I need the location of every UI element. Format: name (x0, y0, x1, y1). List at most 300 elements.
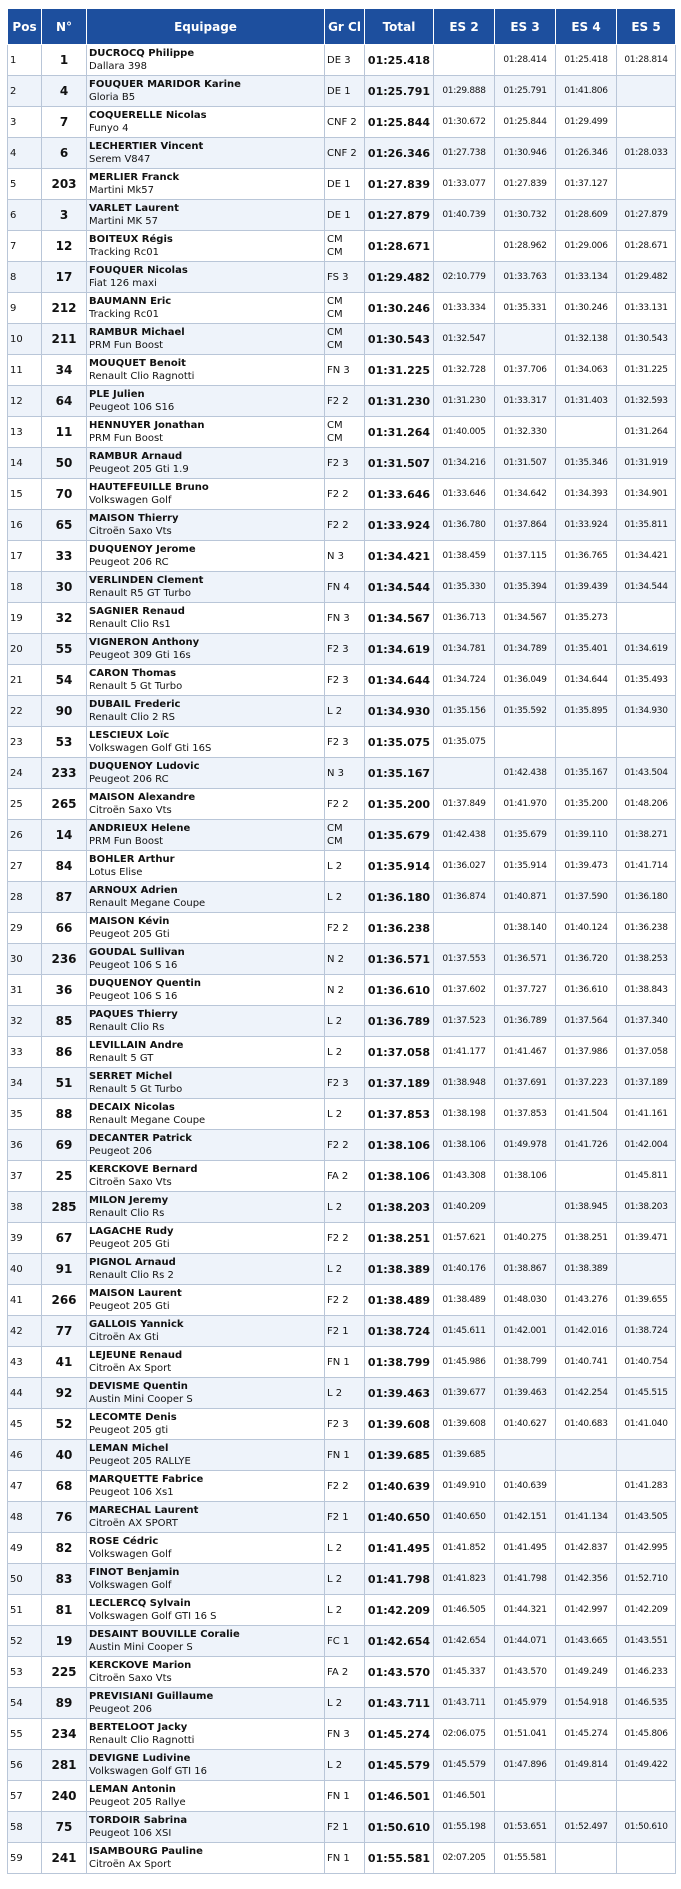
cell-total: 01:45.579 (365, 1750, 434, 1781)
cell-total: 01:33.924 (365, 510, 434, 541)
cell-total: 01:42.209 (365, 1595, 434, 1626)
cell-es3: 01:49.978 (495, 1130, 556, 1161)
cell-es5: 01:28.033 (617, 138, 676, 169)
cell-es4: 01:40.683 (556, 1409, 617, 1440)
cell-total: 01:28.671 (365, 231, 434, 262)
cell-position: 46 (8, 1440, 42, 1471)
cell-group-class (325, 1595, 365, 1626)
cell-equipage (87, 1471, 325, 1502)
cell-es4: 01:38.251 (556, 1223, 617, 1254)
cell-position: 7 (8, 231, 42, 262)
group-class-label: FA 2 (327, 1666, 349, 1678)
cell-es5: 01:50.610 (617, 1812, 676, 1843)
cell-es4: 01:42.254 (556, 1378, 617, 1409)
cell-es5: 01:41.283 (617, 1471, 676, 1502)
cell-es2: 01:41.852 (434, 1533, 495, 1564)
cell-position: 6 (8, 200, 42, 231)
cell-total: 01:36.789 (365, 1006, 434, 1037)
table-row (8, 975, 676, 1006)
group-class-label: L 2 (327, 1542, 343, 1554)
group-class-label: N 3 (327, 767, 345, 779)
car-model: Peugeot 309 Gti 16s (89, 650, 191, 661)
driver-name: DUBAIL Frederic (89, 699, 181, 710)
driver-name: LESCIEUX Loïc (89, 730, 170, 741)
header-num: N° (42, 9, 87, 45)
driver-name: MAISON Laurent (89, 1288, 182, 1299)
cell-number: 33 (42, 541, 87, 572)
cell-es3: 01:35.394 (495, 572, 556, 603)
group-class-label: DE 1 (327, 209, 351, 221)
cell-es3: 01:33.317 (495, 386, 556, 417)
cell-es2 (434, 45, 495, 76)
cell-position: 11 (8, 355, 42, 386)
car-model: Gloria B5 (89, 92, 136, 103)
driver-name: COQUERELLE Nicolas (89, 110, 207, 121)
cell-position: 14 (8, 448, 42, 479)
cell-group-class (325, 1254, 365, 1285)
cell-position: 32 (8, 1006, 42, 1037)
header-es4: ES 4 (556, 9, 617, 45)
driver-name: KERCKOVE Marion (89, 1660, 192, 1671)
cell-position: 39 (8, 1223, 42, 1254)
cell-equipage (87, 603, 325, 634)
cell-position: 29 (8, 913, 42, 944)
group-class-label: F2 3 (327, 643, 349, 655)
cell-group-class (325, 510, 365, 541)
cell-es2: 01:36.713 (434, 603, 495, 634)
driver-name: SERRET Michel (89, 1071, 173, 1082)
car-model: Citroën AX SPORT (89, 1518, 178, 1529)
cell-es5 (617, 76, 676, 107)
cell-es4: 01:42.016 (556, 1316, 617, 1347)
cell-es3: 01:45.979 (495, 1688, 556, 1719)
cell-es2: 01:38.948 (434, 1068, 495, 1099)
cell-number: 212 (42, 293, 87, 324)
cell-group-class (325, 572, 365, 603)
cell-group-class (325, 913, 365, 944)
cell-es4: 01:29.006 (556, 231, 617, 262)
table-row (8, 1564, 676, 1595)
driver-name: MAISON Kévin (89, 916, 170, 927)
cell-group-class (325, 1068, 365, 1099)
table-row (8, 1409, 676, 1440)
cell-es2: 01:36.780 (434, 510, 495, 541)
cell-es2: 01:35.156 (434, 696, 495, 727)
table-row (8, 1223, 676, 1254)
cell-number: 90 (42, 696, 87, 727)
cell-es5: 01:27.879 (617, 200, 676, 231)
cell-equipage (87, 1285, 325, 1316)
cell-position: 12 (8, 386, 42, 417)
cell-es3: 01:40.275 (495, 1223, 556, 1254)
results-table (7, 8, 676, 1874)
cell-equipage (87, 696, 325, 727)
driver-name: MAISON Alexandre (89, 792, 196, 803)
cell-es5: 01:36.180 (617, 882, 676, 913)
cell-equipage (87, 448, 325, 479)
cell-total: 01:37.058 (365, 1037, 434, 1068)
car-model: Volkswagen Golf GTI 16 S (89, 1611, 217, 1622)
cell-es4: 01:42.997 (556, 1595, 617, 1626)
driver-name: DUQUENOY Jerome (89, 544, 196, 555)
table-row (8, 1471, 676, 1502)
cell-equipage (87, 1564, 325, 1595)
cell-es3: 01:34.567 (495, 603, 556, 634)
cell-group-class (325, 417, 365, 448)
cell-es2: 01:42.438 (434, 820, 495, 851)
cell-es2: 01:39.608 (434, 1409, 495, 1440)
cell-group-class (325, 1688, 365, 1719)
car-model: Citroën Saxo Vts (89, 805, 172, 816)
cell-number: 51 (42, 1068, 87, 1099)
cell-number: 240 (42, 1781, 87, 1812)
cell-number: 65 (42, 510, 87, 541)
cell-es3: 01:55.581 (495, 1843, 556, 1874)
group-class-label: L 2 (327, 1387, 343, 1399)
cell-position: 31 (8, 975, 42, 1006)
driver-name: LAGACHE Rudy (89, 1226, 174, 1237)
car-model: Citroën Saxo Vts (89, 526, 172, 537)
driver-name: ARNOUX Adrien (89, 885, 178, 896)
cell-es4: 01:41.726 (556, 1130, 617, 1161)
cell-total: 01:34.644 (365, 665, 434, 696)
cell-es4: 01:32.138 (556, 324, 617, 355)
cell-total: 01:31.230 (365, 386, 434, 417)
cell-es5: 01:41.161 (617, 1099, 676, 1130)
cell-number: 32 (42, 603, 87, 634)
cell-es4 (556, 1471, 617, 1502)
cell-equipage (87, 169, 325, 200)
cell-group-class (325, 1440, 365, 1471)
cell-equipage (87, 665, 325, 696)
cell-es5: 01:46.233 (617, 1657, 676, 1688)
cell-position: 36 (8, 1130, 42, 1161)
cell-equipage (87, 262, 325, 293)
cell-es3: 01:41.798 (495, 1564, 556, 1595)
cell-es2: 01:35.330 (434, 572, 495, 603)
table-row (8, 1347, 676, 1378)
cell-es3: 01:38.106 (495, 1161, 556, 1192)
group-class-label: L 2 (327, 1759, 343, 1771)
cell-es3: 01:53.651 (495, 1812, 556, 1843)
table-row (8, 1316, 676, 1347)
cell-es2: 01:40.650 (434, 1502, 495, 1533)
cell-total: 01:26.346 (365, 138, 434, 169)
driver-name: DUQUENOY Ludovic (89, 761, 200, 772)
cell-position: 41 (8, 1285, 42, 1316)
cell-group-class (325, 1502, 365, 1533)
cell-es3: 01:25.791 (495, 76, 556, 107)
cell-number: 36 (42, 975, 87, 1006)
table-row (8, 479, 676, 510)
cell-es5: 01:32.593 (617, 386, 676, 417)
cell-group-class (325, 138, 365, 169)
table-row (8, 1750, 676, 1781)
table-row (8, 1192, 676, 1223)
cell-number: 50 (42, 448, 87, 479)
cell-es4: 01:38.389 (556, 1254, 617, 1285)
cell-total: 01:39.608 (365, 1409, 434, 1440)
cell-number: 7 (42, 107, 87, 138)
table-row (8, 1781, 676, 1812)
cell-position: 42 (8, 1316, 42, 1347)
cell-es3: 01:37.691 (495, 1068, 556, 1099)
cell-group-class (325, 76, 365, 107)
cell-equipage (87, 882, 325, 913)
cell-equipage (87, 1843, 325, 1874)
cell-total: 01:38.106 (365, 1130, 434, 1161)
cell-es5: 01:28.671 (617, 231, 676, 262)
group-class-label: FN 1 (327, 1852, 350, 1864)
driver-name: DESAINT BOUVILLE Coralie (89, 1629, 240, 1640)
cell-es3: 01:47.896 (495, 1750, 556, 1781)
cell-number: 52 (42, 1409, 87, 1440)
cell-total: 01:46.501 (365, 1781, 434, 1812)
group-class-label: F2 2 (327, 488, 349, 500)
cell-equipage (87, 1688, 325, 1719)
group-class-label: F2 1 (327, 1511, 349, 1523)
cell-group-class (325, 1843, 365, 1874)
cell-es3: 01:41.970 (495, 789, 556, 820)
cell-position: 2 (8, 76, 42, 107)
driver-name: VARLET Laurent (89, 203, 179, 214)
driver-name: DEVISME Quentin (89, 1381, 188, 1392)
cell-total: 01:27.839 (365, 169, 434, 200)
cell-position: 17 (8, 541, 42, 572)
cell-es4: 01:54.918 (556, 1688, 617, 1719)
cell-position: 50 (8, 1564, 42, 1595)
cell-es4: 01:35.401 (556, 634, 617, 665)
table-row (8, 1812, 676, 1843)
driver-name: LEMAN Michel (89, 1443, 169, 1454)
cell-group-class (325, 324, 365, 355)
driver-name: ISAMBOURG Pauline (89, 1846, 203, 1857)
group-class-label: CM (327, 420, 343, 431)
cell-es4: 01:33.134 (556, 262, 617, 293)
cell-number: 87 (42, 882, 87, 913)
cell-es2: 01:49.910 (434, 1471, 495, 1502)
table-row (8, 262, 676, 293)
cell-es3: 01:41.495 (495, 1533, 556, 1564)
cell-position: 55 (8, 1719, 42, 1750)
cell-es4: 01:40.124 (556, 913, 617, 944)
cell-equipage (87, 1719, 325, 1750)
cell-es4: 01:39.110 (556, 820, 617, 851)
cell-es2: 01:46.501 (434, 1781, 495, 1812)
cell-group-class (325, 1409, 365, 1440)
cell-equipage (87, 355, 325, 386)
cell-number: 53 (42, 727, 87, 758)
cell-position: 53 (8, 1657, 42, 1688)
cell-es3: 01:37.853 (495, 1099, 556, 1130)
driver-name: DUCROCQ Philippe (89, 48, 195, 59)
cell-group-class (325, 1533, 365, 1564)
cell-es4: 01:40.741 (556, 1347, 617, 1378)
group-class-label: CM (327, 234, 343, 245)
driver-name: LEJEUNE Renaud (89, 1350, 183, 1361)
car-model: Peugeot 205 Gti (89, 1239, 170, 1250)
cell-total: 01:33.646 (365, 479, 434, 510)
driver-name: CARON Thomas (89, 668, 177, 679)
cell-es4: 01:36.610 (556, 975, 617, 1006)
cell-es5: 01:31.225 (617, 355, 676, 386)
cell-es5: 01:46.535 (617, 1688, 676, 1719)
group-class-label: L 2 (327, 1604, 343, 1616)
cell-es4 (556, 1843, 617, 1874)
table-row (8, 386, 676, 417)
group-class-label: F2 2 (327, 1480, 349, 1492)
cell-es4: 01:38.945 (556, 1192, 617, 1223)
car-model: Renault Clio Rs (89, 1022, 165, 1033)
cell-es3: 01:34.789 (495, 634, 556, 665)
car-model: Austin Mini Cooper S (89, 1394, 193, 1405)
cell-equipage (87, 1316, 325, 1347)
group-class-label: L 2 (327, 1263, 343, 1275)
cell-equipage (87, 1812, 325, 1843)
table-row (8, 1843, 676, 1874)
cell-number: 1 (42, 45, 87, 76)
car-model: Fiat 126 maxi (89, 278, 157, 289)
cell-total: 01:39.685 (365, 1440, 434, 1471)
table-row (8, 231, 676, 262)
group-class-label: FA 2 (327, 1170, 349, 1182)
cell-es5 (617, 1254, 676, 1285)
cell-position: 43 (8, 1347, 42, 1378)
table-row (8, 1037, 676, 1068)
cell-es2: 01:38.198 (434, 1099, 495, 1130)
car-model: Peugeot 205 Rallye (89, 1797, 186, 1808)
cell-es5: 01:41.714 (617, 851, 676, 882)
cell-equipage (87, 1378, 325, 1409)
cell-position: 48 (8, 1502, 42, 1533)
cell-es4: 01:37.986 (556, 1037, 617, 1068)
cell-group-class (325, 231, 365, 262)
cell-position: 52 (8, 1626, 42, 1657)
cell-es2: 01:34.216 (434, 448, 495, 479)
cell-number: 40 (42, 1440, 87, 1471)
table-row (8, 138, 676, 169)
car-model: Volkswagen Golf GTI 16 (89, 1766, 207, 1777)
cell-number: 6 (42, 138, 87, 169)
cell-es4: 01:42.837 (556, 1533, 617, 1564)
cell-es5: 01:39.471 (617, 1223, 676, 1254)
cell-total: 01:45.274 (365, 1719, 434, 1750)
table-row (8, 1068, 676, 1099)
cell-es3: 01:36.571 (495, 944, 556, 975)
cell-equipage (87, 1781, 325, 1812)
table-row (8, 355, 676, 386)
cell-position: 25 (8, 789, 42, 820)
cell-group-class (325, 1626, 365, 1657)
cell-total: 01:35.679 (365, 820, 434, 851)
cell-position: 5 (8, 169, 42, 200)
cell-es3: 01:37.115 (495, 541, 556, 572)
group-class-label: F2 2 (327, 1294, 349, 1306)
cell-position: 26 (8, 820, 42, 851)
cell-number: 233 (42, 758, 87, 789)
cell-position: 40 (8, 1254, 42, 1285)
cell-es2: 01:37.849 (434, 789, 495, 820)
cell-group-class (325, 448, 365, 479)
cell-es2: 01:35.075 (434, 727, 495, 758)
table-row (8, 76, 676, 107)
cell-es3: 01:40.639 (495, 1471, 556, 1502)
cell-es2: 01:38.489 (434, 1285, 495, 1316)
cell-group-class (325, 851, 365, 882)
cell-position: 38 (8, 1192, 42, 1223)
cell-number: 55 (42, 634, 87, 665)
cell-es4: 01:33.924 (556, 510, 617, 541)
cell-total: 01:42.654 (365, 1626, 434, 1657)
cell-es3: 01:34.642 (495, 479, 556, 510)
cell-es5 (617, 1781, 676, 1812)
cell-position: 22 (8, 696, 42, 727)
car-model: Peugeot 205 Gti (89, 1301, 170, 1312)
table-row (8, 665, 676, 696)
table-row (8, 944, 676, 975)
cell-es3: 01:43.570 (495, 1657, 556, 1688)
car-model: Renault Clio Ragnotti (89, 371, 195, 382)
cell-equipage (87, 1502, 325, 1533)
group-class-label: CM (327, 296, 343, 307)
cell-total: 01:35.914 (365, 851, 434, 882)
cell-equipage (87, 634, 325, 665)
cell-total: 01:30.246 (365, 293, 434, 324)
cell-es5: 01:34.544 (617, 572, 676, 603)
cell-total: 01:34.544 (365, 572, 434, 603)
cell-position: 20 (8, 634, 42, 665)
cell-es2: 01:33.334 (434, 293, 495, 324)
group-class-label: L 2 (327, 1015, 343, 1027)
car-model: Renault R5 GT Turbo (89, 588, 192, 599)
car-model: Tracking Rc01 (89, 309, 159, 320)
cell-group-class (325, 1285, 365, 1316)
cell-equipage (87, 138, 325, 169)
cell-es5: 01:34.421 (617, 541, 676, 572)
header-es3: ES 3 (495, 9, 556, 45)
cell-number: 83 (42, 1564, 87, 1595)
table-body (8, 45, 676, 1874)
cell-es2: 01:30.672 (434, 107, 495, 138)
cell-es5: 01:39.655 (617, 1285, 676, 1316)
cell-equipage (87, 789, 325, 820)
cell-es2: 01:41.177 (434, 1037, 495, 1068)
cell-number: 14 (42, 820, 87, 851)
driver-name: DECANTER Patrick (89, 1133, 192, 1144)
cell-es4: 01:36.765 (556, 541, 617, 572)
table-row (8, 1130, 676, 1161)
cell-es5: 01:38.271 (617, 820, 676, 851)
group-class-label: N 2 (327, 953, 345, 965)
cell-equipage (87, 913, 325, 944)
cell-es3: 01:42.151 (495, 1502, 556, 1533)
cell-equipage (87, 1595, 325, 1626)
cell-number: 66 (42, 913, 87, 944)
cell-position: 33 (8, 1037, 42, 1068)
driver-name: MAISON Thierry (89, 513, 179, 524)
table-row (8, 1688, 676, 1719)
car-model: Dallara 398 (89, 61, 148, 72)
car-model: Renault Megane Coupe (89, 1115, 206, 1126)
driver-name: GALLOIS Yannick (89, 1319, 184, 1330)
cell-group-class (325, 944, 365, 975)
cell-group-class (325, 479, 365, 510)
table-row (8, 1719, 676, 1750)
table-row (8, 634, 676, 665)
driver-name: GOUDAL Sullivan (89, 947, 185, 958)
cell-es3: 01:38.799 (495, 1347, 556, 1378)
cell-number: 69 (42, 1130, 87, 1161)
